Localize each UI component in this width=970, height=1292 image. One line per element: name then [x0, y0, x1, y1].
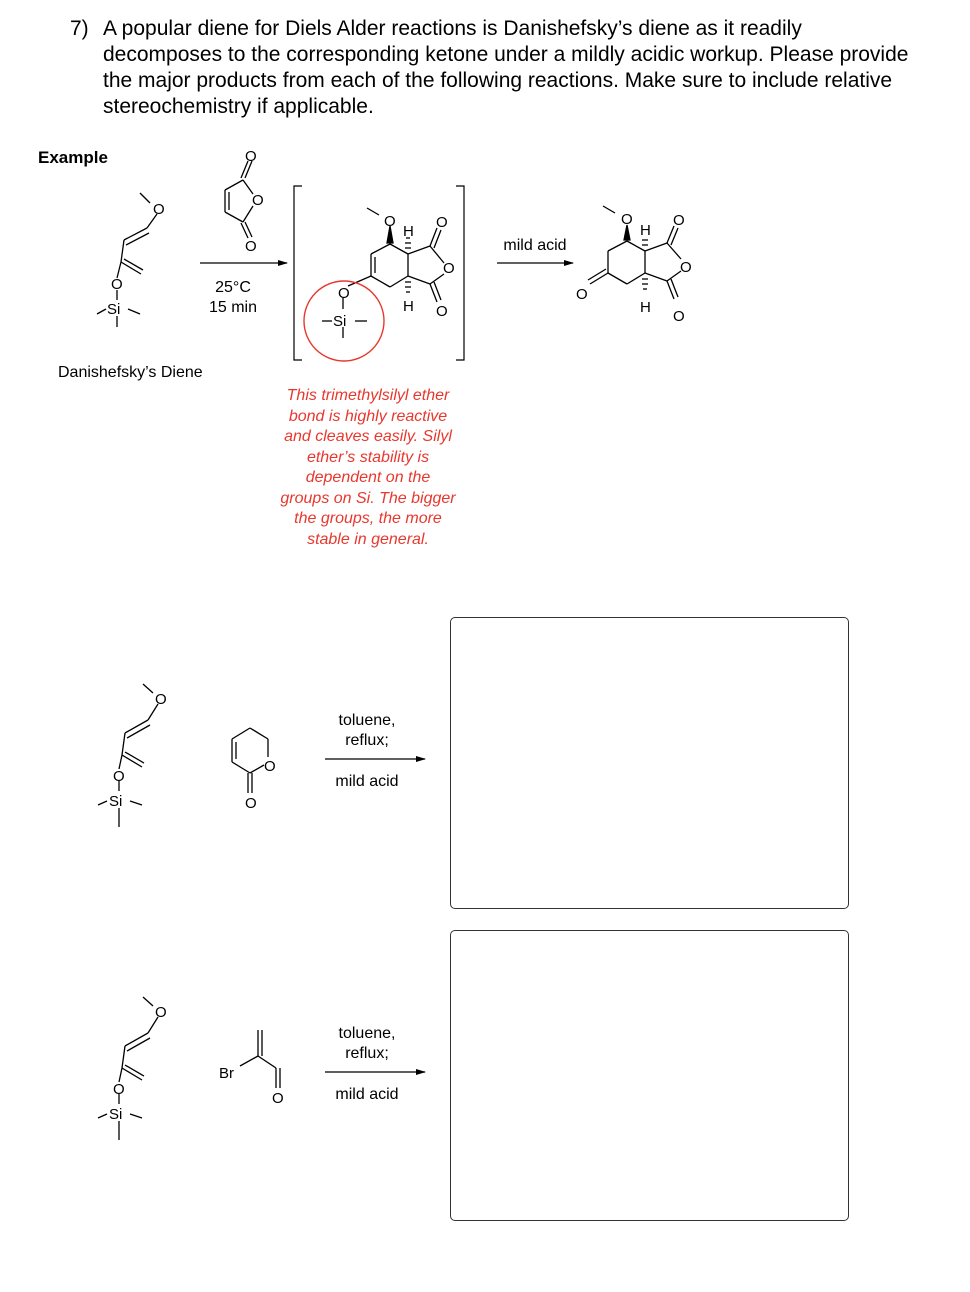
intermediate-left-bracket	[294, 186, 302, 360]
example-temperature: 25°C	[215, 279, 251, 296]
problem1-diene-structure	[98, 684, 158, 827]
diene-si: Si	[107, 301, 121, 318]
question-text: A popular diene for Diels Alder reactions is Danishefsky’s diene as it readily decomposes to the corresponding ketone under a mildly acidic workup. Please provide the major products from each of the following reactions. Make sure to include relative stereochemistry if applicable.	[103, 17, 909, 118]
problem2-solvent: toluene,	[338, 1025, 396, 1042]
problem2-workup: mild acid	[335, 1086, 399, 1103]
problem1-reflux: reflux;	[345, 732, 389, 749]
product-h-top: H	[640, 222, 651, 239]
problem2-methoxy-o: O	[155, 1004, 167, 1021]
problem2-aldehyde-o: O	[272, 1090, 284, 1107]
question-number: 7)	[70, 17, 89, 40]
diene-silyl-o: O	[111, 276, 123, 293]
diene-methoxy-o: O	[153, 201, 165, 218]
problem2-bromine: Br	[219, 1065, 234, 1082]
intermediate-ring-o: O	[443, 260, 455, 277]
problem2-diene-structure	[98, 997, 158, 1140]
diene-label: Danishefsky’s Diene	[58, 364, 203, 381]
intermediate-si: Si	[333, 313, 347, 330]
example-time: 15 min	[208, 299, 258, 316]
intermediate-silyl-o: O	[338, 285, 350, 302]
problem1-solvent: toluene,	[338, 712, 396, 729]
product-h-bottom: H	[640, 299, 651, 316]
example-workup: mild acid	[503, 237, 567, 254]
danishefsky-diene-structure	[97, 193, 157, 327]
product-ring-o: O	[680, 259, 692, 276]
silyl-ether-note: This trimethylsilyl ether bond is highly reactive and cleaves easily. Silyl ether’s stability is dependent on the groups on Si. The bigger the groups, the more stable in general.	[280, 387, 456, 548]
problem1-ring-o: O	[264, 758, 276, 775]
intermediate-carbonyl-o-2: O	[436, 303, 448, 320]
problem1-silyl-o: O	[113, 768, 125, 785]
intermediate-methoxy-o: O	[384, 213, 396, 230]
problem2-si: Si	[109, 1106, 123, 1123]
problem2-silyl-o: O	[113, 1081, 125, 1098]
intermediate-carbonyl-o-1: O	[436, 214, 448, 231]
product-ketone-o: O	[576, 286, 588, 303]
problem1-methoxy-o: O	[155, 691, 167, 708]
anhydride-ring-o: O	[252, 192, 264, 209]
example-heading: Example	[38, 148, 108, 167]
problem1-dienophile-structure	[232, 728, 268, 793]
maleic-anhydride-structure	[225, 161, 253, 238]
example-product-structure	[588, 206, 681, 299]
product-carbonyl-o-2: O	[673, 308, 685, 325]
problem1-carbonyl-o: O	[245, 795, 257, 812]
intermediate-h-bottom: H	[403, 298, 414, 315]
intermediate-right-bracket	[456, 186, 464, 360]
problem2-dienophile-structure	[240, 1030, 280, 1088]
product-carbonyl-o-1: O	[673, 212, 685, 229]
intermediate-h-top: H	[403, 223, 414, 240]
problem2-reflux: reflux;	[345, 1045, 389, 1062]
problem1-workup: mild acid	[335, 773, 399, 790]
anhydride-carbonyl-o-2: O	[245, 238, 257, 255]
product-methoxy-o: O	[621, 211, 633, 228]
problem1-si: Si	[109, 793, 123, 810]
anhydride-carbonyl-o-1: O	[245, 148, 257, 165]
